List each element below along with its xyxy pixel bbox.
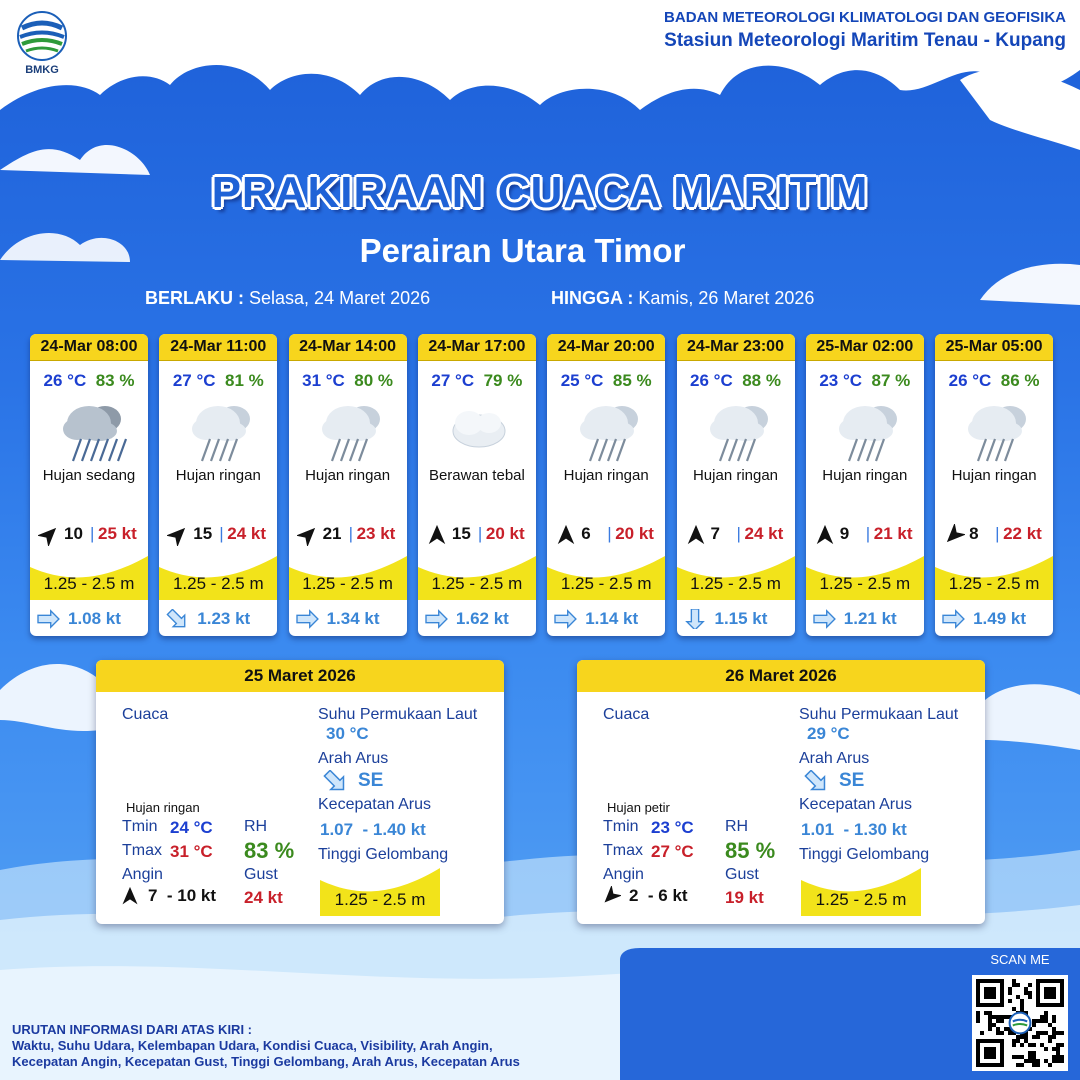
sst-value: 29 °C — [807, 724, 850, 743]
separator: | — [477, 524, 483, 543]
wave-height: 1.25 - 2.5 m — [431, 574, 523, 593]
rh-value: 85 % — [725, 838, 776, 863]
temp-rh — [159, 371, 277, 391]
current-speed: 1.14 kt — [585, 609, 639, 628]
current-dir-label: Arah Arus — [799, 750, 870, 767]
rain-light-icon — [547, 393, 665, 465]
wave-height: 1.25 - 2.5 m — [690, 574, 781, 593]
gust-speed: 24 kt — [227, 524, 267, 543]
condition: Hujan ringan — [692, 467, 779, 484]
valid-to-label: HINGGA : — [551, 288, 634, 308]
air-temp: 26 °C — [948, 371, 992, 390]
wave-height: 1.25 - 2.5 m — [302, 574, 393, 593]
gust-speed: 21 kt — [873, 524, 913, 543]
current-direction-icon — [803, 770, 829, 792]
org-name: BADAN METEOROLOGI KLIMATOLOGI DAN GEOFISIKA — [664, 9, 1066, 26]
tmax-value: 31 °C — [170, 842, 213, 861]
temp-rh — [418, 371, 536, 391]
humidity: 80 % — [354, 371, 394, 390]
current-speed-value: 1.07 - 1.40 kt — [320, 820, 426, 839]
current-direction-icon — [322, 770, 348, 792]
wind-direction-icon — [297, 524, 319, 546]
temp-rh — [935, 371, 1053, 391]
current-direction-icon — [553, 609, 577, 629]
rain-light-icon — [289, 393, 407, 465]
separator: | — [995, 524, 1000, 543]
forecast-time: 24-Mar 23:00 — [677, 334, 795, 361]
legend-footer — [12, 1022, 520, 1070]
logo-text: BMKG — [25, 64, 59, 76]
wind-speed: 15 — [451, 524, 471, 543]
humidity: 83 % — [95, 371, 135, 390]
wave-height: 1.25 - 2.5 m — [172, 574, 264, 593]
wind-label: Angin — [122, 866, 163, 883]
condition: Hujan petir — [607, 800, 670, 815]
tmin-value: 24 °C — [170, 818, 213, 837]
current-speed: 1.23 kt — [197, 609, 251, 628]
page-subtitle: Perairan Utara Timor — [359, 232, 686, 269]
rh-label: RH — [725, 818, 749, 835]
wind-speed: 10 — [64, 524, 83, 543]
separator: | — [607, 524, 612, 543]
gust-speed: 24 kt — [744, 524, 784, 543]
wind-direction-icon — [555, 524, 577, 546]
tmax-label: Tmax — [122, 842, 162, 859]
current-dir-label: Arah Arus — [318, 750, 389, 767]
scan-me-label: SCAN ME — [990, 952, 1050, 967]
separator: | — [90, 524, 95, 543]
forecast-card — [677, 334, 795, 636]
page-title: PRAKIRAAN CUACA MARITIM — [211, 168, 869, 217]
temp-rh — [30, 371, 148, 391]
tmin-label: Tmin — [603, 818, 639, 835]
air-temp: 31 °C — [302, 371, 345, 390]
condition: Berawan tebal — [428, 467, 525, 484]
qr-block — [972, 952, 1068, 1071]
gust-label: Gust — [725, 866, 759, 883]
wind-range: 2 - 6 kt — [629, 886, 688, 905]
current-direction-icon — [941, 609, 965, 629]
current-direction-icon — [683, 609, 707, 629]
gust-speed: 25 kt — [98, 524, 137, 543]
legend-title: URUTAN INFORMASI DARI ATAS KIRI : — [12, 1022, 252, 1037]
wave-value: 1.25 - 2.5 m — [334, 890, 426, 909]
forecast-time: 25-Mar 02:00 — [806, 334, 924, 361]
wind-speed: 8 — [969, 524, 979, 543]
wave-height: 1.25 - 2.5 m — [819, 574, 911, 593]
wind-direction-icon — [943, 524, 965, 546]
gust-speed: 22 kt — [1003, 524, 1042, 543]
wind-direction-icon — [167, 524, 189, 546]
humidity: 87 % — [871, 371, 911, 390]
legend-line-2: Kecepatan Angin, Kecepatan Gust, Tinggi Gelombang, Arah Arus, Kecepatan Arus — [12, 1054, 520, 1069]
rh-value: 83 % — [244, 838, 295, 863]
current-direction-icon — [36, 609, 60, 629]
temp-rh — [547, 371, 665, 391]
tmax-value: 27 °C — [651, 842, 694, 861]
tmin-label: Tmin — [122, 818, 158, 835]
condition: Hujan ringan — [951, 467, 1037, 484]
wind-label: Angin — [603, 866, 644, 883]
forecast-card — [547, 334, 665, 636]
weather-label: Cuaca — [603, 706, 650, 723]
separator: | — [865, 524, 871, 543]
current-direction-icon — [812, 609, 836, 629]
humidity: 86 % — [1000, 371, 1040, 390]
wind-direction-icon — [120, 886, 140, 906]
air-temp: 26 °C — [43, 371, 87, 390]
forecast-time: 25-Mar 05:00 — [935, 334, 1053, 361]
gust-value: 19 kt — [725, 888, 764, 907]
wind-speed: 6 — [581, 524, 591, 543]
wind-direction-icon — [426, 524, 448, 546]
forecast-card — [289, 334, 407, 636]
wave-label: Tinggi Gelombang — [799, 846, 930, 863]
separator: | — [348, 524, 354, 543]
condition: Hujan ringan — [822, 467, 908, 484]
forecast-time: 24-Mar 08:00 — [30, 334, 148, 361]
forecast-card — [159, 334, 277, 636]
current-speed: 1.15 kt — [714, 609, 768, 628]
wind-range: 7 - 10 kt — [148, 886, 217, 905]
air-temp: 27 °C — [431, 371, 475, 390]
rain-light-icon — [935, 393, 1053, 465]
current-speed: 1.21 kt — [843, 609, 897, 628]
rain-light-icon — [806, 393, 924, 465]
rain-heavy-icon — [30, 393, 148, 465]
wave-label: Tinggi Gelombang — [318, 846, 449, 863]
air-temp: 27 °C — [172, 371, 216, 390]
wind-direction-icon — [685, 524, 707, 546]
current-speed: 1.49 kt — [973, 609, 1027, 628]
air-temp: 23 °C — [819, 371, 863, 390]
current-dir-value: SE — [358, 770, 384, 791]
gust-speed: 20 kt — [485, 524, 525, 543]
sst-value: 30 °C — [326, 724, 369, 743]
forecast-cards — [30, 334, 1050, 636]
condition: Hujan ringan — [305, 467, 391, 484]
humidity: 88 % — [742, 371, 781, 390]
valid-from-value: Selasa, 24 Maret 2026 — [249, 288, 431, 308]
rh-label: RH — [244, 818, 268, 835]
station-name: Stasiun Meteorologi Maritim Tenau - Kupang — [664, 30, 1066, 51]
weather-label: Cuaca — [122, 706, 169, 723]
wave-value: 1.25 - 2.5 m — [815, 890, 907, 909]
current-speed-value: 1.01 - 1.30 kt — [801, 820, 907, 839]
humidity: 79 % — [483, 371, 523, 390]
daily-panel-1 — [96, 660, 504, 924]
forecast-time: 24-Mar 17:00 — [418, 334, 536, 361]
overcast-icon — [418, 393, 536, 465]
wind-direction-icon — [38, 524, 60, 546]
current-direction-icon — [165, 609, 189, 629]
wave-height: 1.25 - 2.5 m — [948, 574, 1040, 593]
wind-speed: 9 — [839, 524, 850, 543]
current-speed-label: Kecepatan Arus — [318, 796, 431, 813]
wave-height: 1.25 - 2.5 m — [560, 574, 652, 593]
qr-code-icon[interactable] — [972, 975, 1068, 1071]
rain-light-icon — [159, 393, 277, 465]
valid-from-label: BERLAKU : — [145, 288, 244, 308]
rain-light-icon — [677, 393, 795, 465]
current-speed: 1.08 kt — [68, 609, 121, 628]
condition: Hujan sedang — [42, 467, 136, 484]
temp-rh — [806, 371, 924, 391]
wind-speed: 7 — [710, 524, 720, 543]
wind-direction-icon — [601, 886, 621, 906]
forecast-card — [30, 334, 148, 636]
forecast-card — [935, 334, 1053, 636]
current-speed: 1.62 kt — [455, 609, 509, 628]
wind-speed: 21 — [322, 524, 342, 543]
humidity: 81 % — [225, 371, 264, 390]
tmax-label: Tmax — [603, 842, 643, 859]
current-direction-icon — [295, 609, 319, 629]
separator: | — [219, 524, 224, 543]
air-temp: 26 °C — [690, 371, 733, 390]
temp-rh — [677, 371, 795, 391]
valid-to — [551, 288, 814, 309]
condition: Hujan ringan — [563, 467, 649, 484]
current-dir-value: SE — [839, 770, 865, 791]
temp-rh — [289, 371, 407, 391]
current-speed-label: Kecepatan Arus — [799, 796, 912, 813]
gust-value: 24 kt — [244, 888, 283, 907]
tmin-value: 23 °C — [651, 818, 694, 837]
wind-speed: 15 — [193, 524, 213, 543]
daily-panel-2 — [577, 660, 985, 924]
forecast-time: 24-Mar 14:00 — [289, 334, 407, 361]
separator: | — [736, 524, 741, 543]
humidity: 85 % — [612, 371, 652, 390]
gust-speed: 23 kt — [356, 524, 396, 543]
forecast-time: 24-Mar 11:00 — [159, 334, 277, 361]
sst-label: Suhu Permukaan Laut — [799, 706, 959, 723]
legend-line-1: Waktu, Suhu Udara, Kelembapan Udara, Kondisi Cuaca, Visibility, Arah Angin, — [12, 1038, 493, 1053]
forecast-time: 24-Mar 20:00 — [547, 334, 665, 361]
condition: Hujan ringan — [126, 800, 200, 815]
org-header — [664, 8, 1066, 54]
panel-date: 25 Maret 2026 — [96, 660, 504, 692]
valid-from — [145, 288, 430, 309]
current-direction-icon — [424, 609, 448, 629]
forecast-card — [418, 334, 536, 636]
condition: Hujan ringan — [175, 467, 261, 484]
wave-height: 1.25 - 2.5 m — [43, 574, 135, 593]
gust-label: Gust — [244, 866, 278, 883]
current-speed: 1.34 kt — [326, 609, 380, 628]
gust-speed: 20 kt — [615, 524, 654, 543]
air-temp: 25 °C — [560, 371, 604, 390]
forecast-card — [806, 334, 924, 636]
valid-to-value: Kamis, 26 Maret 2026 — [638, 288, 815, 308]
wind-direction-icon — [814, 524, 836, 546]
sst-label: Suhu Permukaan Laut — [318, 706, 478, 723]
panel-date: 26 Maret 2026 — [577, 660, 985, 692]
bmkg-logo — [14, 10, 70, 80]
